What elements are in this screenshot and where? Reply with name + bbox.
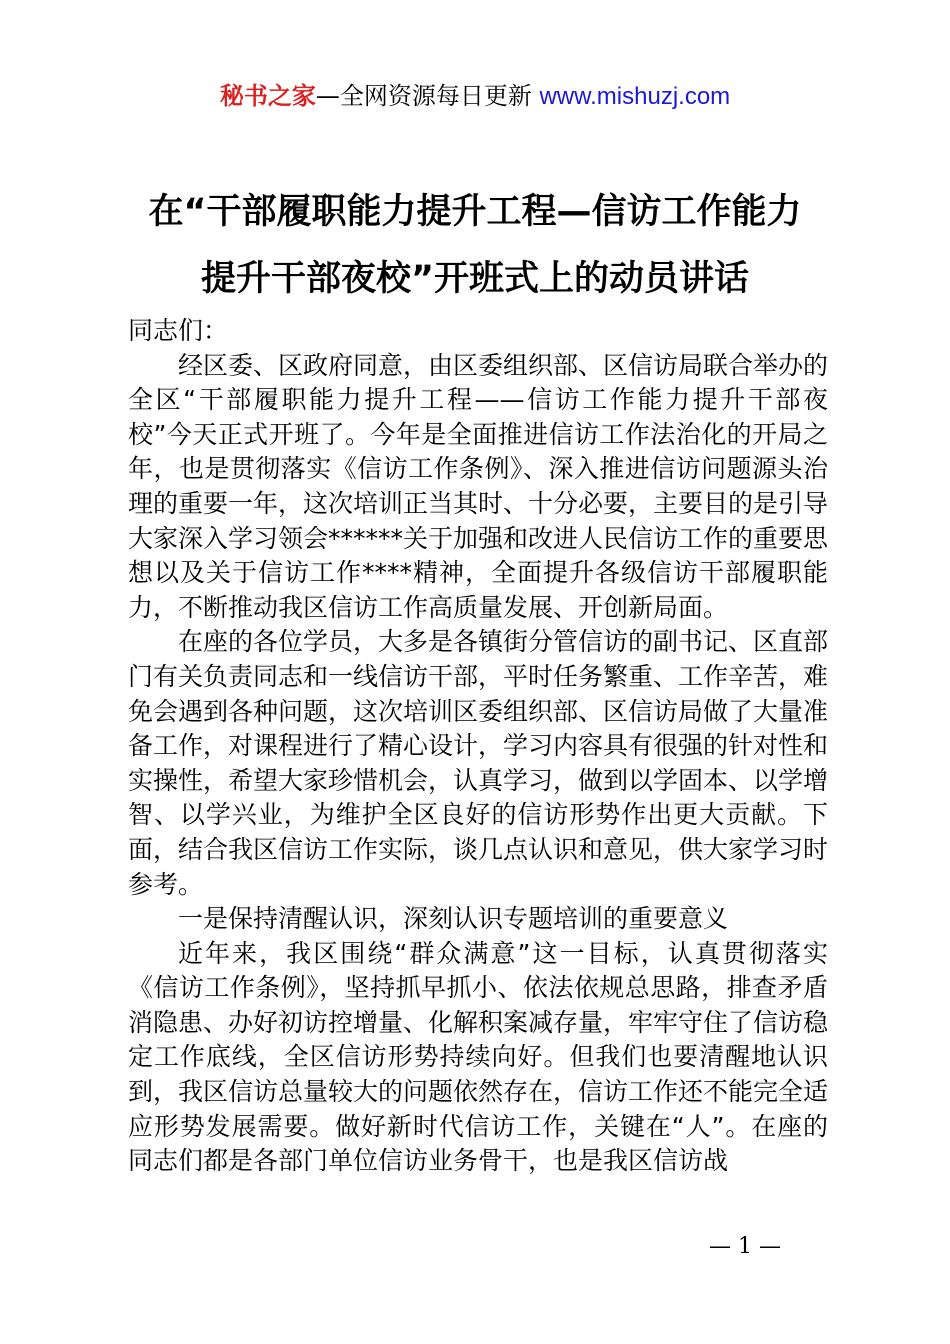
section-heading-1: 一是保持清醒认识，深刻认识专题培训的重要意义 (178, 904, 729, 934)
document-title-line-1: 在“干部履职能力提升工程—信访工作能力 (148, 192, 802, 232)
site-slogan: —全网资源每日更新 (315, 82, 532, 110)
site-header (0, 78, 950, 115)
body-paragraph-3: 近年来，我区围绕“群众满意”这一目标，认真贯彻落实《信访工作条例》，坚持抓早抓小、依法依规总思路，排查矛盾消隐患、办好初访控增量、化解积案减存量，牢牢守住了信访稳定工作底线，全区信访形势持续向好。但我们也要清醒地认识到，我区信访总量较大的问题依然存在，信访工作还不能完全适应形势发展需要。做好新时代信访工作，关键在“人”。在座的同志们都是各部门单位信访业务骨干，也是我区信访战 (128, 938, 829, 1176)
body-paragraph-2: 在座的各位学员，大多是各镇街分管信访的副书记、区直部门有关负责同志和一线信访干部，平时任务繁重、工作辛苦，难免会遇到各种问题，这次培训区委组织部、区信访局做了大量准备工作，对课程进行了精心设计，学习内容具有很强的针对性和实操性，希望大家珍惜机会，认真学习，做到以学固本、以学增智、以学兴业，为维护全区良好的信访形势作出更大贡献。下面，结合我区信访工作实际，谈几点认识和意见，供大家学习时参考。 (128, 627, 829, 899)
site-url-link[interactable]: www.mishuzj.com (539, 83, 731, 110)
body-paragraph-1: 经区委、区政府同意，由区委组织部、区信访局联合举办的全区“干部履职能力提升工程——信访工作能力提升干部夜校”今天正式开班了。今年是全面推进信访工作法治化的开局之年，也是贯彻落实《信访工作条例》、深入推进信访问题源头治理的重要一年，这次培训正当其时、十分必要，主要目的是引导大家深入学习领会******关于加强和改进人民信访工作的重要思想以及关于信访工作****精神，全面提升各级信访干部履职能力，不断推动我区信访工作高质量发展、开创新局面。 (128, 350, 829, 622)
site-brand: 秘书之家 (219, 82, 316, 110)
document-body (128, 314, 828, 1179)
salutation: 同志们： (128, 316, 229, 345)
page-number: — 1 — (709, 1234, 781, 1259)
document-title-line-2: 提升干部夜校”开班式上的动员讲话 (200, 259, 749, 299)
